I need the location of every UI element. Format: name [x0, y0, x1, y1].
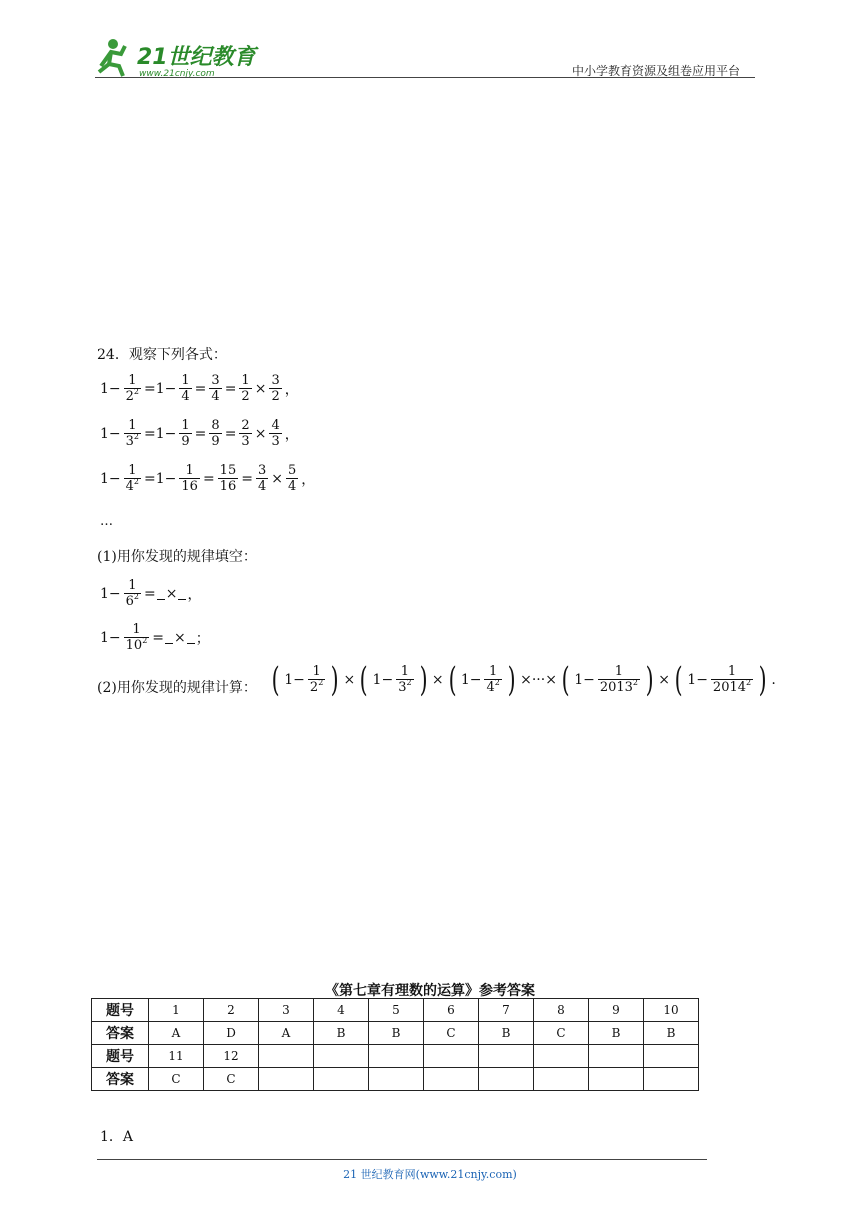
operator: 1−: [100, 425, 121, 442]
observation-line: [99, 373, 300, 404]
operator: =1−: [144, 425, 177, 442]
fraction: [269, 373, 281, 404]
fraction: [179, 418, 191, 449]
operator: ×: [254, 425, 267, 442]
fraction: [286, 463, 298, 494]
exponent: 2: [632, 678, 639, 687]
question-number-cell: [314, 1045, 369, 1068]
denominator: $2^2$: [125, 387, 140, 404]
numerator: 1: [128, 578, 137, 593]
denominator: 2: [271, 389, 280, 404]
question-number-cell: 5: [369, 999, 424, 1022]
denominator: 4: [211, 389, 220, 404]
denominator: 2014$^2$: [712, 678, 752, 695]
operator: 1−: [100, 629, 121, 646]
fraction: [124, 418, 141, 449]
question-number-cell: 3: [259, 999, 314, 1022]
left-paren: (: [448, 659, 457, 700]
denominator: 2: [241, 389, 250, 404]
answer-cell: B: [369, 1022, 424, 1045]
fraction: [256, 463, 268, 494]
question-number-cell: 1: [149, 999, 204, 1022]
question-number-cell: [534, 1045, 589, 1068]
numerator: 1: [489, 664, 498, 679]
denominator: 4: [181, 389, 190, 404]
denominator: $2^2$: [309, 678, 324, 695]
answer-cell: B: [314, 1022, 369, 1045]
numerator: 8: [211, 418, 220, 433]
footer-divider: [97, 1159, 707, 1160]
numerator: 15: [219, 463, 237, 478]
denominator: 16: [181, 479, 198, 494]
denominator: $6^2$: [125, 592, 140, 609]
answer-row: [92, 1068, 699, 1091]
fraction: [124, 373, 141, 404]
exponent: 2: [406, 678, 412, 687]
row-label: 题号: [92, 999, 149, 1022]
question-number-row: [92, 999, 699, 1022]
numerator: 1: [128, 463, 137, 478]
operator: ×: [271, 470, 283, 487]
numerator: 3: [211, 373, 220, 388]
answer-cell: [589, 1068, 644, 1091]
answer-cell: C: [149, 1068, 204, 1091]
numerator: 1: [181, 418, 190, 433]
numerator: 1: [132, 622, 141, 637]
numerator: 1: [181, 373, 190, 388]
numerator: 1: [128, 418, 137, 433]
operator: 1−: [574, 671, 595, 688]
row-label: 题号: [92, 1045, 149, 1068]
numerator: 5: [287, 463, 297, 478]
answer-cell: B: [479, 1022, 534, 1045]
fraction: [124, 622, 150, 653]
answer-row: [92, 1022, 699, 1045]
answer-cell: [644, 1068, 699, 1091]
answer-table: [91, 998, 699, 1091]
question-number-cell: [589, 1045, 644, 1068]
fraction: [124, 463, 141, 494]
product-expression: [268, 659, 777, 700]
answer-cell: B: [589, 1022, 644, 1045]
operator: =: [144, 585, 156, 602]
answer-cell: C: [204, 1068, 259, 1091]
denominator: 2013$^2$: [599, 678, 639, 695]
part-2-prompt: (2)用你发现的规律计算：: [97, 680, 257, 696]
denominator: $4^2$: [125, 477, 140, 494]
operator: 1−: [284, 671, 305, 688]
answer-cell: [479, 1068, 534, 1091]
fraction: [124, 578, 141, 609]
fraction: [179, 373, 191, 404]
site-logo: [95, 36, 265, 80]
answer-cell: B: [644, 1022, 699, 1045]
svg-text:www.21cnjy.com: www.21cnjy.com: [139, 69, 215, 79]
numerator: 1: [185, 463, 194, 478]
answer-blank: [157, 587, 165, 600]
question-number-cell: 2: [204, 999, 259, 1022]
operator: ，: [301, 471, 316, 488]
answer-1: 1．A: [100, 1129, 134, 1145]
observation-line: [99, 418, 300, 449]
row-label: 答案: [92, 1022, 149, 1045]
denominator: 4: [287, 479, 297, 494]
row-label: 答案: [92, 1068, 149, 1091]
answer-cell: C: [424, 1022, 479, 1045]
fill-line: [99, 622, 211, 653]
denominator: 3: [241, 434, 250, 449]
ellipsis: …: [100, 514, 113, 529]
left-paren: (: [271, 659, 280, 700]
answer-cell: [314, 1068, 369, 1091]
denominator: 4: [257, 479, 267, 494]
operator: ，: [187, 586, 202, 603]
answer-blank: [187, 631, 195, 644]
answer-cell: [424, 1068, 479, 1091]
denominator: $4^2$: [486, 678, 500, 695]
operator: =: [152, 629, 165, 646]
question-number-cell: [259, 1045, 314, 1068]
question-number-cell: [424, 1045, 479, 1068]
answer-cell: [259, 1068, 314, 1091]
fraction: [179, 463, 200, 494]
left-paren: (: [561, 659, 570, 700]
operator: ，: [284, 381, 299, 398]
question-number-cell: 9: [589, 999, 644, 1022]
numerator: 2: [241, 418, 250, 433]
right-paren: ): [645, 659, 654, 700]
operator: =: [224, 425, 237, 442]
svg-text:21世纪教育: 21世纪教育: [137, 45, 256, 70]
numerator: 1: [241, 373, 250, 388]
exponent: 2: [142, 636, 148, 645]
numerator: 3: [257, 463, 267, 478]
operator: =: [241, 470, 253, 487]
operator: 1−: [460, 671, 482, 688]
operator: =1−: [144, 470, 177, 487]
denominator: $10^2$: [125, 636, 148, 653]
fraction: [396, 664, 413, 695]
operator: ×: [174, 629, 186, 646]
fraction: [598, 664, 640, 695]
operator: 1−: [100, 380, 121, 397]
denominator: 3: [271, 434, 280, 449]
fraction: [209, 418, 221, 449]
footer-link[interactable]: 21 世纪教育网(www.21cnjy.com): [343, 1168, 517, 1181]
fraction: [269, 418, 281, 449]
answer-cell: D: [204, 1022, 259, 1045]
numerator: 1: [727, 664, 737, 679]
operator: ×: [658, 671, 671, 688]
right-paren: ): [507, 659, 516, 700]
exponent: 2: [133, 592, 140, 601]
operator: ×: [431, 671, 444, 688]
question-title: 24．观察下列各式：: [97, 347, 227, 363]
question-number-cell: [644, 1045, 699, 1068]
fraction: [308, 664, 325, 695]
numerator: 1: [400, 664, 410, 679]
question-number-cell: 4: [314, 999, 369, 1022]
right-paren: ): [419, 659, 428, 700]
fraction: [239, 418, 251, 449]
numerator: 1: [614, 664, 624, 679]
operator: =1−: [144, 380, 177, 397]
right-paren: ): [758, 659, 767, 700]
operator: ×: [254, 380, 267, 397]
part-1-prompt: (1)用你发现的规律填空：: [97, 549, 257, 565]
answer-cell: A: [259, 1022, 314, 1045]
operator: =: [224, 380, 237, 397]
operator: =: [202, 470, 215, 487]
denominator: 9: [211, 434, 220, 449]
question-number-cell: 8: [534, 999, 589, 1022]
exponent: 2: [318, 678, 324, 687]
answer-blank: [178, 587, 186, 600]
numerator: 1: [128, 373, 137, 388]
question-number-cell: [479, 1045, 534, 1068]
header-divider: [95, 77, 755, 78]
question-number-row: [92, 1045, 699, 1068]
operator: 1−: [687, 671, 708, 688]
fraction: [239, 373, 251, 404]
operator: 1−: [100, 470, 121, 487]
fraction: [484, 664, 501, 695]
question-number-cell: 6: [424, 999, 479, 1022]
operator: .: [771, 671, 776, 688]
operator: 1−: [372, 671, 394, 688]
question-number-cell: 7: [479, 999, 534, 1022]
observation-line: [99, 463, 316, 494]
operator: ×: [343, 671, 356, 688]
operator: ，: [284, 426, 299, 443]
runner-icon: [99, 39, 125, 76]
answer-blank: [165, 631, 173, 644]
fill-line: [99, 578, 202, 609]
answer-key-title: 《第七章有理数的运算》参考答案: [325, 983, 535, 999]
operator: ×: [165, 585, 178, 602]
answer-cell: A: [149, 1022, 204, 1045]
question-number-cell: 11: [149, 1045, 204, 1068]
right-paren: ): [330, 659, 339, 700]
exponent: 2: [746, 678, 752, 687]
exponent: 2: [133, 477, 140, 486]
numerator: 1: [312, 664, 321, 679]
answer-cell: [369, 1068, 424, 1091]
operator: =: [194, 380, 207, 397]
operator: 1−: [100, 585, 121, 602]
denominator: 16: [219, 479, 237, 494]
denominator: $3^2$: [398, 678, 412, 695]
answer-cell: C: [534, 1022, 589, 1045]
exponent: 2: [133, 432, 140, 441]
operator: ；: [195, 630, 210, 647]
numerator: 3: [271, 373, 280, 388]
fraction: [218, 463, 239, 494]
left-paren: (: [359, 659, 368, 700]
operator: =: [194, 425, 207, 442]
left-paren: (: [674, 659, 683, 700]
operator: ×···×: [520, 671, 557, 688]
denominator: $3^2$: [125, 432, 140, 449]
question-number-cell: 10: [644, 999, 699, 1022]
denominator: 9: [181, 434, 190, 449]
platform-name: 中小学教育资源及组卷应用平台: [572, 64, 741, 78]
question-number-cell: [369, 1045, 424, 1068]
numerator: 4: [271, 418, 280, 433]
exponent: 2: [494, 678, 500, 687]
exponent: 2: [133, 387, 140, 396]
fraction: [209, 373, 221, 404]
answer-cell: [534, 1068, 589, 1091]
fraction: [711, 664, 753, 695]
question-number-cell: 12: [204, 1045, 259, 1068]
